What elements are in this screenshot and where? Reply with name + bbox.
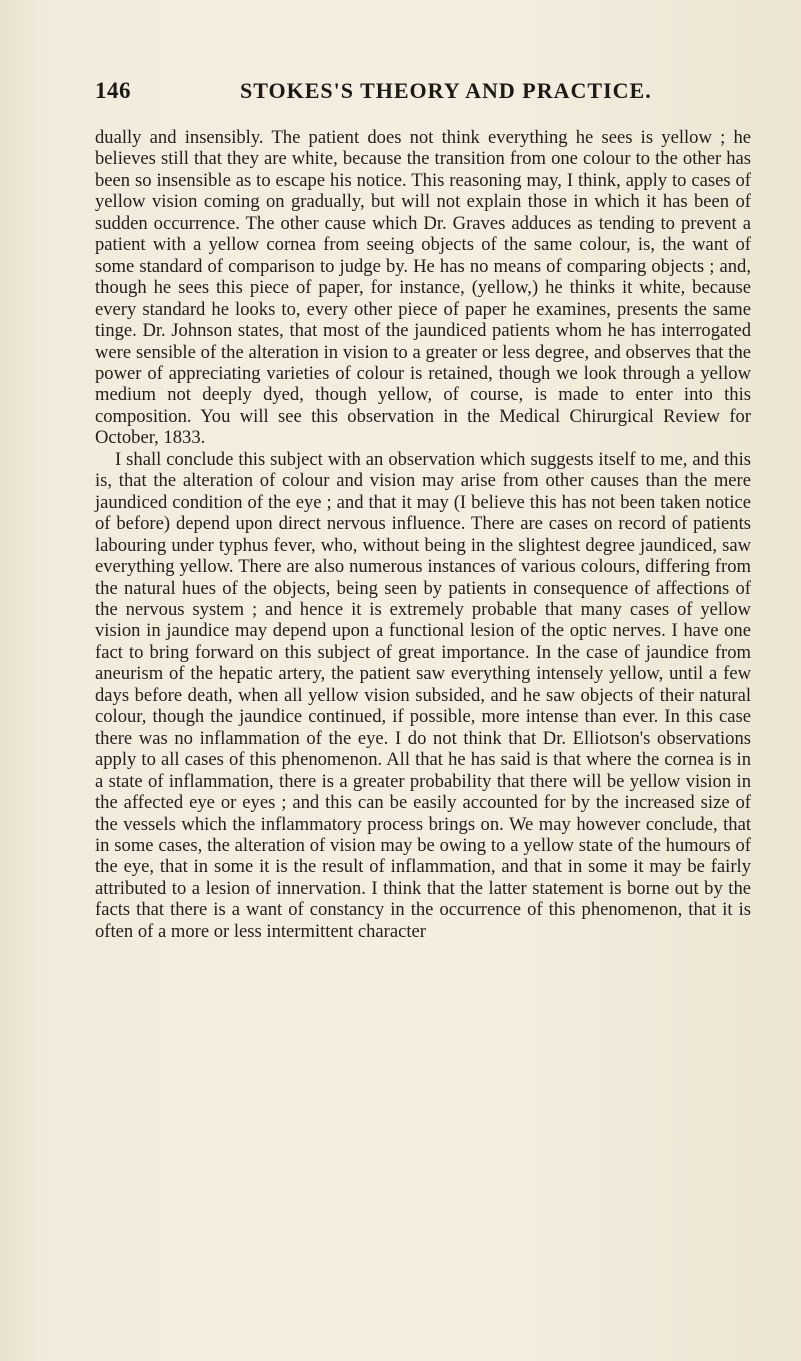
page-number: 146 [95, 78, 131, 103]
paragraph-conclusion: I shall conclude this subject with an observation which suggests itself to me, and this is, that the alteration of colour and vision may arise from other causes than the mere jaundiced condition of the eye ; and that it may (I believe this has not been taken notice of before) depend upon direct nervous influence. There are cases on record of patients labouring under typhus fever, who, without being in the slightest degree jaundiced, saw everything yellow. There are also numerous instances of various colours, differing from the natural hues of the objects, being seen by patients in consequence of affections of the nervous system ; and hence it is extremely probable that many cases of yellow vision in jaundice may depend upon a functional lesion of the optic nerves. I have one fact to bring forward on this subject of great importance. In the case of jaundice from aneurism of the hepatic artery, the patient saw everything intensely yellow, until a few days before death, when all yellow vision subsided, and he saw objects of their natural colour, though the jaundice continued, if possible, more intense than ever. In this case there was no inflammation of the eye. I do not think that Dr. Elliotson's observations apply to all cases of this phenomenon. All that he has said is that where the cornea is in a state of inflammation, there is a greater probability that there will be yellow vision in the affected eye or eyes ; and this can be easily accounted for by the increased size of the vessels which the inflammatory process brings on. We may however conclude, that in some cases, the alteration of vision may be owing to a yellow state of the humours of the eye, that in some it is the result of inflammation, and that in some it may be fairly attributed to a lesion of innervation. I think that the latter statement is borne out by the facts that there is a want of constancy in the occurrence of this phenomenon, that it is often of a more or less intermittent character [95, 448, 751, 942]
body-text [95, 127, 751, 942]
page-header [95, 78, 750, 108]
paragraph-continued: dually and insensibly. The patient does not think everything he sees is yellow ; he believes still that they are white, because the transition from one colour to the other has been so insensible as to escape his notice. This reasoning may, I think, apply to cases of yellow vision coming on gradually, but will not explain those in which it has been of sudden occurrence. The other cause which Dr. Graves adduces as tending to prevent a patient with a yellow cornea from seeing objects of the same colour, is, the want of some standard of comparison to judge by. He has no means of comparing objects ; and, though he sees this piece of paper, for instance, (yellow,) he thinks it white, because every standard he looks to, every other piece of paper he examines, presents the same tinge. Dr. Johnson states, that most of the jaundiced patients whom he has interrogated were sensible of the alteration in vision to a greater or less degree, and observes that the power of appreciating varieties of colour is retained, though we look through a yellow medium not deeply dyed, though yellow, of course, is made to enter into this composition. You will see this observation in the Medical Chirurgical Review for October, 1833. [95, 127, 751, 449]
running-title: STOKES'S THEORY AND PRACTICE. [240, 78, 652, 103]
